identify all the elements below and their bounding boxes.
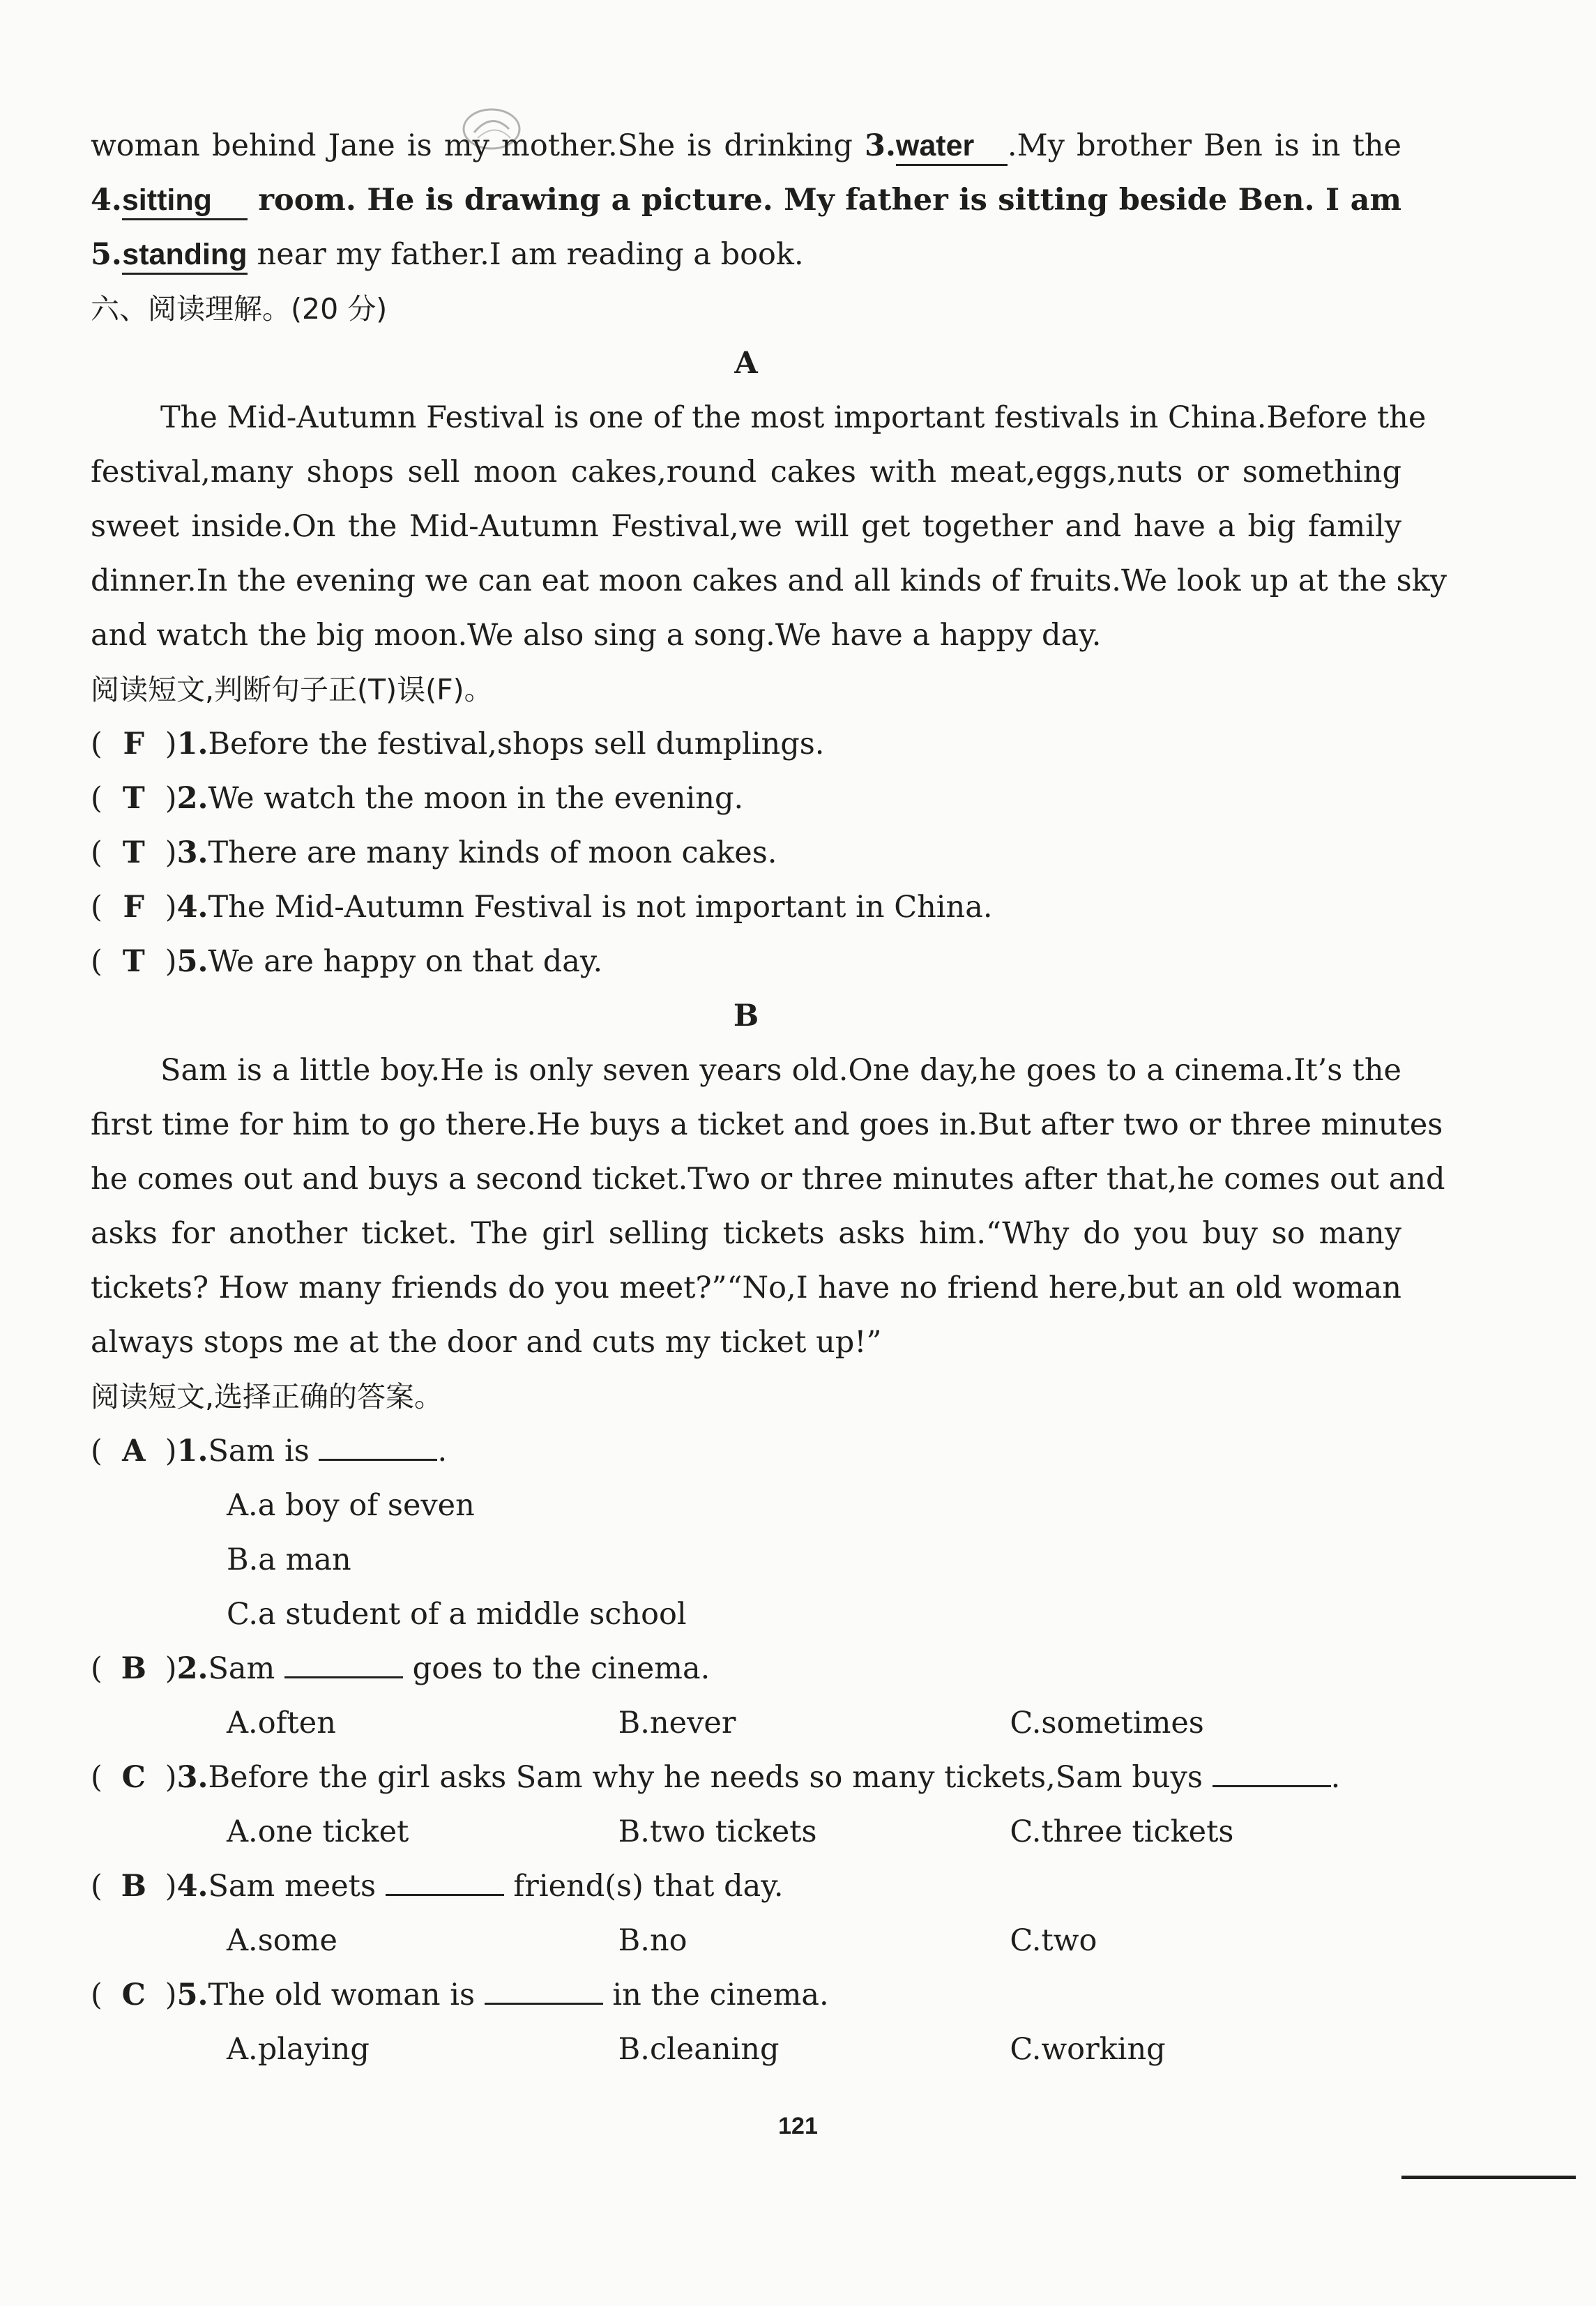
cont-line-3 <box>91 227 1401 282</box>
cont-line-2 <box>91 173 1401 227</box>
paren-close: ) <box>165 1978 177 2012</box>
paren-open: ( <box>91 1651 102 1686</box>
paren-open: ( <box>91 1869 102 1904</box>
part-a-instruction: 阅读短文,判断句子正(T)误(F)。 <box>91 673 493 706</box>
question-number: 1. <box>176 727 208 761</box>
question-text: Sam is <box>208 1434 319 1469</box>
question-text: friend(s) that day. <box>503 1869 784 1904</box>
worksheet-page <box>91 119 1447 2077</box>
part-a-heading: A <box>734 346 758 381</box>
question-text: The Mid-Autumn Festival is not important in China. <box>208 890 993 925</box>
option-c[interactable]: C.three tickets <box>1010 1814 1234 1849</box>
mc-question-4 <box>91 1859 1401 1913</box>
passage-b-line: Sam is a little boy.He is only seven years old.One day,he goes to a cinema.It’s the <box>160 1053 1401 1088</box>
paren-close: ) <box>165 1869 177 1904</box>
question-text: There are many kinds of moon cakes. <box>208 835 777 870</box>
cont-text: .My brother Ben is in the <box>1007 128 1401 163</box>
paren-close: ) <box>165 781 177 816</box>
question-text: We watch the moon in the evening. <box>208 781 744 816</box>
page-number: 121 <box>778 2113 818 2139</box>
question-text: goes to the cinema. <box>403 1651 710 1686</box>
blank-number: 4. <box>91 183 122 218</box>
fill-blank-answer[interactable]: sitting <box>122 182 248 220</box>
paren-close: ) <box>165 890 177 925</box>
tf-answer[interactable]: T <box>122 781 145 816</box>
cont-text: room. He is drawing a picture. My father is sitting beside Ben. I am <box>247 183 1401 218</box>
options-row <box>91 2022 1401 2077</box>
mc-answer[interactable]: C <box>121 1978 146 2012</box>
passage-a-line: sweet inside.On the Mid-Autumn Festival,we will get together and have a big family <box>91 509 1401 544</box>
passage-a-line: The Mid-Autumn Festival is one of the most important festivals in China.Before the <box>160 400 1427 435</box>
question-text: Sam <box>208 1651 284 1686</box>
passage-a-line: dinner.In the evening we can eat moon cakes and all kinds of fruits.We look up at the sky <box>91 563 1447 598</box>
mc-question-3 <box>91 1750 1401 1805</box>
question-number: 2. <box>176 781 208 816</box>
option-a[interactable]: A.some <box>227 1923 337 1958</box>
mc-answer[interactable]: A <box>122 1434 146 1469</box>
passage-b-line: asks for another ticket. The girl selling tickets asks him.“Why do you buy so many <box>91 1216 1401 1251</box>
question-number: 5. <box>176 944 208 979</box>
part-b-heading: B <box>733 999 759 1033</box>
paren-close: ) <box>165 835 177 870</box>
cont-text: near my father.I am reading a book. <box>247 237 804 272</box>
tf-question-4 <box>91 880 1401 934</box>
cont-line-1 <box>91 119 1401 173</box>
question-number: 3. <box>176 835 208 870</box>
option-a[interactable]: A.playing <box>227 2032 370 2067</box>
option-b[interactable]: B.a man <box>227 1542 351 1577</box>
question-text: . <box>437 1434 448 1469</box>
question-text: Before the festival,shops sell dumplings. <box>208 727 825 761</box>
tf-question-2 <box>91 771 1401 826</box>
option-b[interactable]: B.no <box>618 1923 687 1958</box>
question-text: We are happy on that day. <box>208 944 603 979</box>
mc-answer[interactable]: B <box>121 1869 146 1904</box>
question-number: 3. <box>176 1760 208 1795</box>
tf-answer[interactable]: F <box>123 890 145 925</box>
answer-blank[interactable] <box>485 1972 603 2005</box>
answer-blank[interactable] <box>1213 1754 1331 1787</box>
question-text: Before the girl asks Sam why he needs so many tickets,Sam buys <box>208 1760 1213 1795</box>
tf-answer[interactable]: T <box>122 944 145 979</box>
paren-close: ) <box>165 1434 177 1469</box>
paren-open: ( <box>91 890 102 925</box>
tf-question-5 <box>91 934 1401 989</box>
mc-question-1 <box>91 1424 1401 1478</box>
option-a[interactable]: A.often <box>227 1706 336 1740</box>
option-a[interactable]: A.a boy of seven <box>227 1488 475 1523</box>
option-b[interactable]: B.two tickets <box>618 1814 817 1849</box>
tf-answer[interactable]: T <box>122 835 145 870</box>
option-b[interactable]: B.cleaning <box>618 2032 780 2067</box>
paren-open: ( <box>91 1760 102 1795</box>
passage-b-line: tickets? How many friends do you meet?”“No,I have no friend here,but an old woman <box>91 1270 1401 1305</box>
tf-question-1 <box>91 717 1401 771</box>
paren-open: ( <box>91 1978 102 2012</box>
options-row <box>91 1913 1401 1968</box>
options-row <box>91 1805 1401 1859</box>
part-b-instruction: 阅读短文,选择正确的答案。 <box>91 1380 443 1413</box>
question-number: 1. <box>176 1434 208 1469</box>
tf-question-3 <box>91 826 1401 880</box>
passage-a-line: festival,many shops sell moon cakes,round cakes with meat,eggs,nuts or something <box>91 455 1401 490</box>
paren-close: ) <box>165 1760 177 1795</box>
fill-blank-answer[interactable]: standing <box>122 236 248 275</box>
section-title: 六、阅读理解。(20 分) <box>91 292 388 326</box>
mc-question-5 <box>91 1968 1401 2022</box>
passage-a-line: and watch the big moon.We also sing a song.We have a happy day. <box>91 618 1102 653</box>
mc-answer[interactable]: B <box>121 1651 146 1686</box>
paren-close: ) <box>165 1651 177 1686</box>
options-row <box>91 1696 1401 1750</box>
question-text: Sam meets <box>208 1869 386 1904</box>
question-number: 5. <box>176 1978 208 2012</box>
passage-b-line: first time for him to go there.He buys a ticket and goes in.But after two or three minutes <box>91 1107 1443 1142</box>
passage-b-line: always stops me at the door and cuts my ticket up!” <box>91 1325 882 1360</box>
paren-open: ( <box>91 1434 102 1469</box>
option-c[interactable]: C.working <box>1010 2032 1166 2067</box>
answer-blank[interactable] <box>386 1863 504 1896</box>
question-text: The old woman is <box>208 1978 485 2012</box>
blank-number: 3. <box>865 128 896 163</box>
question-number: 4. <box>176 1869 208 1904</box>
paren-open: ( <box>91 944 102 979</box>
blank-number: 5. <box>91 237 122 272</box>
corner-rule <box>1401 2176 1576 2179</box>
paren-close: ) <box>165 944 177 979</box>
passage-b-line: he comes out and buys a second ticket.Two or three minutes after that,he comes out and <box>91 1162 1445 1197</box>
question-number: 2. <box>176 1651 208 1686</box>
question-text: . <box>1330 1760 1341 1795</box>
question-number: 4. <box>176 890 208 925</box>
paren-open: ( <box>91 727 102 761</box>
paren-open: ( <box>91 835 102 870</box>
cont-text: woman behind Jane is my mother.She is drinking <box>91 128 865 163</box>
option-c[interactable]: C.sometimes <box>1010 1706 1204 1740</box>
mc-answer[interactable]: C <box>121 1760 146 1795</box>
question-text: in the cinema. <box>602 1978 829 2012</box>
paren-open: ( <box>91 781 102 816</box>
tf-answer[interactable]: F <box>123 727 145 761</box>
option-c[interactable]: C.a student of a middle school <box>227 1597 687 1632</box>
option-c[interactable]: C.two <box>1010 1923 1097 1958</box>
answer-blank[interactable] <box>319 1428 437 1461</box>
option-a[interactable]: A.one ticket <box>227 1814 409 1849</box>
fill-blank-answer[interactable]: water <box>896 128 1008 166</box>
answer-blank[interactable] <box>284 1646 403 1678</box>
mc-question-2 <box>91 1641 1401 1696</box>
option-b[interactable]: B.never <box>618 1706 736 1740</box>
paren-close: ) <box>165 727 177 761</box>
